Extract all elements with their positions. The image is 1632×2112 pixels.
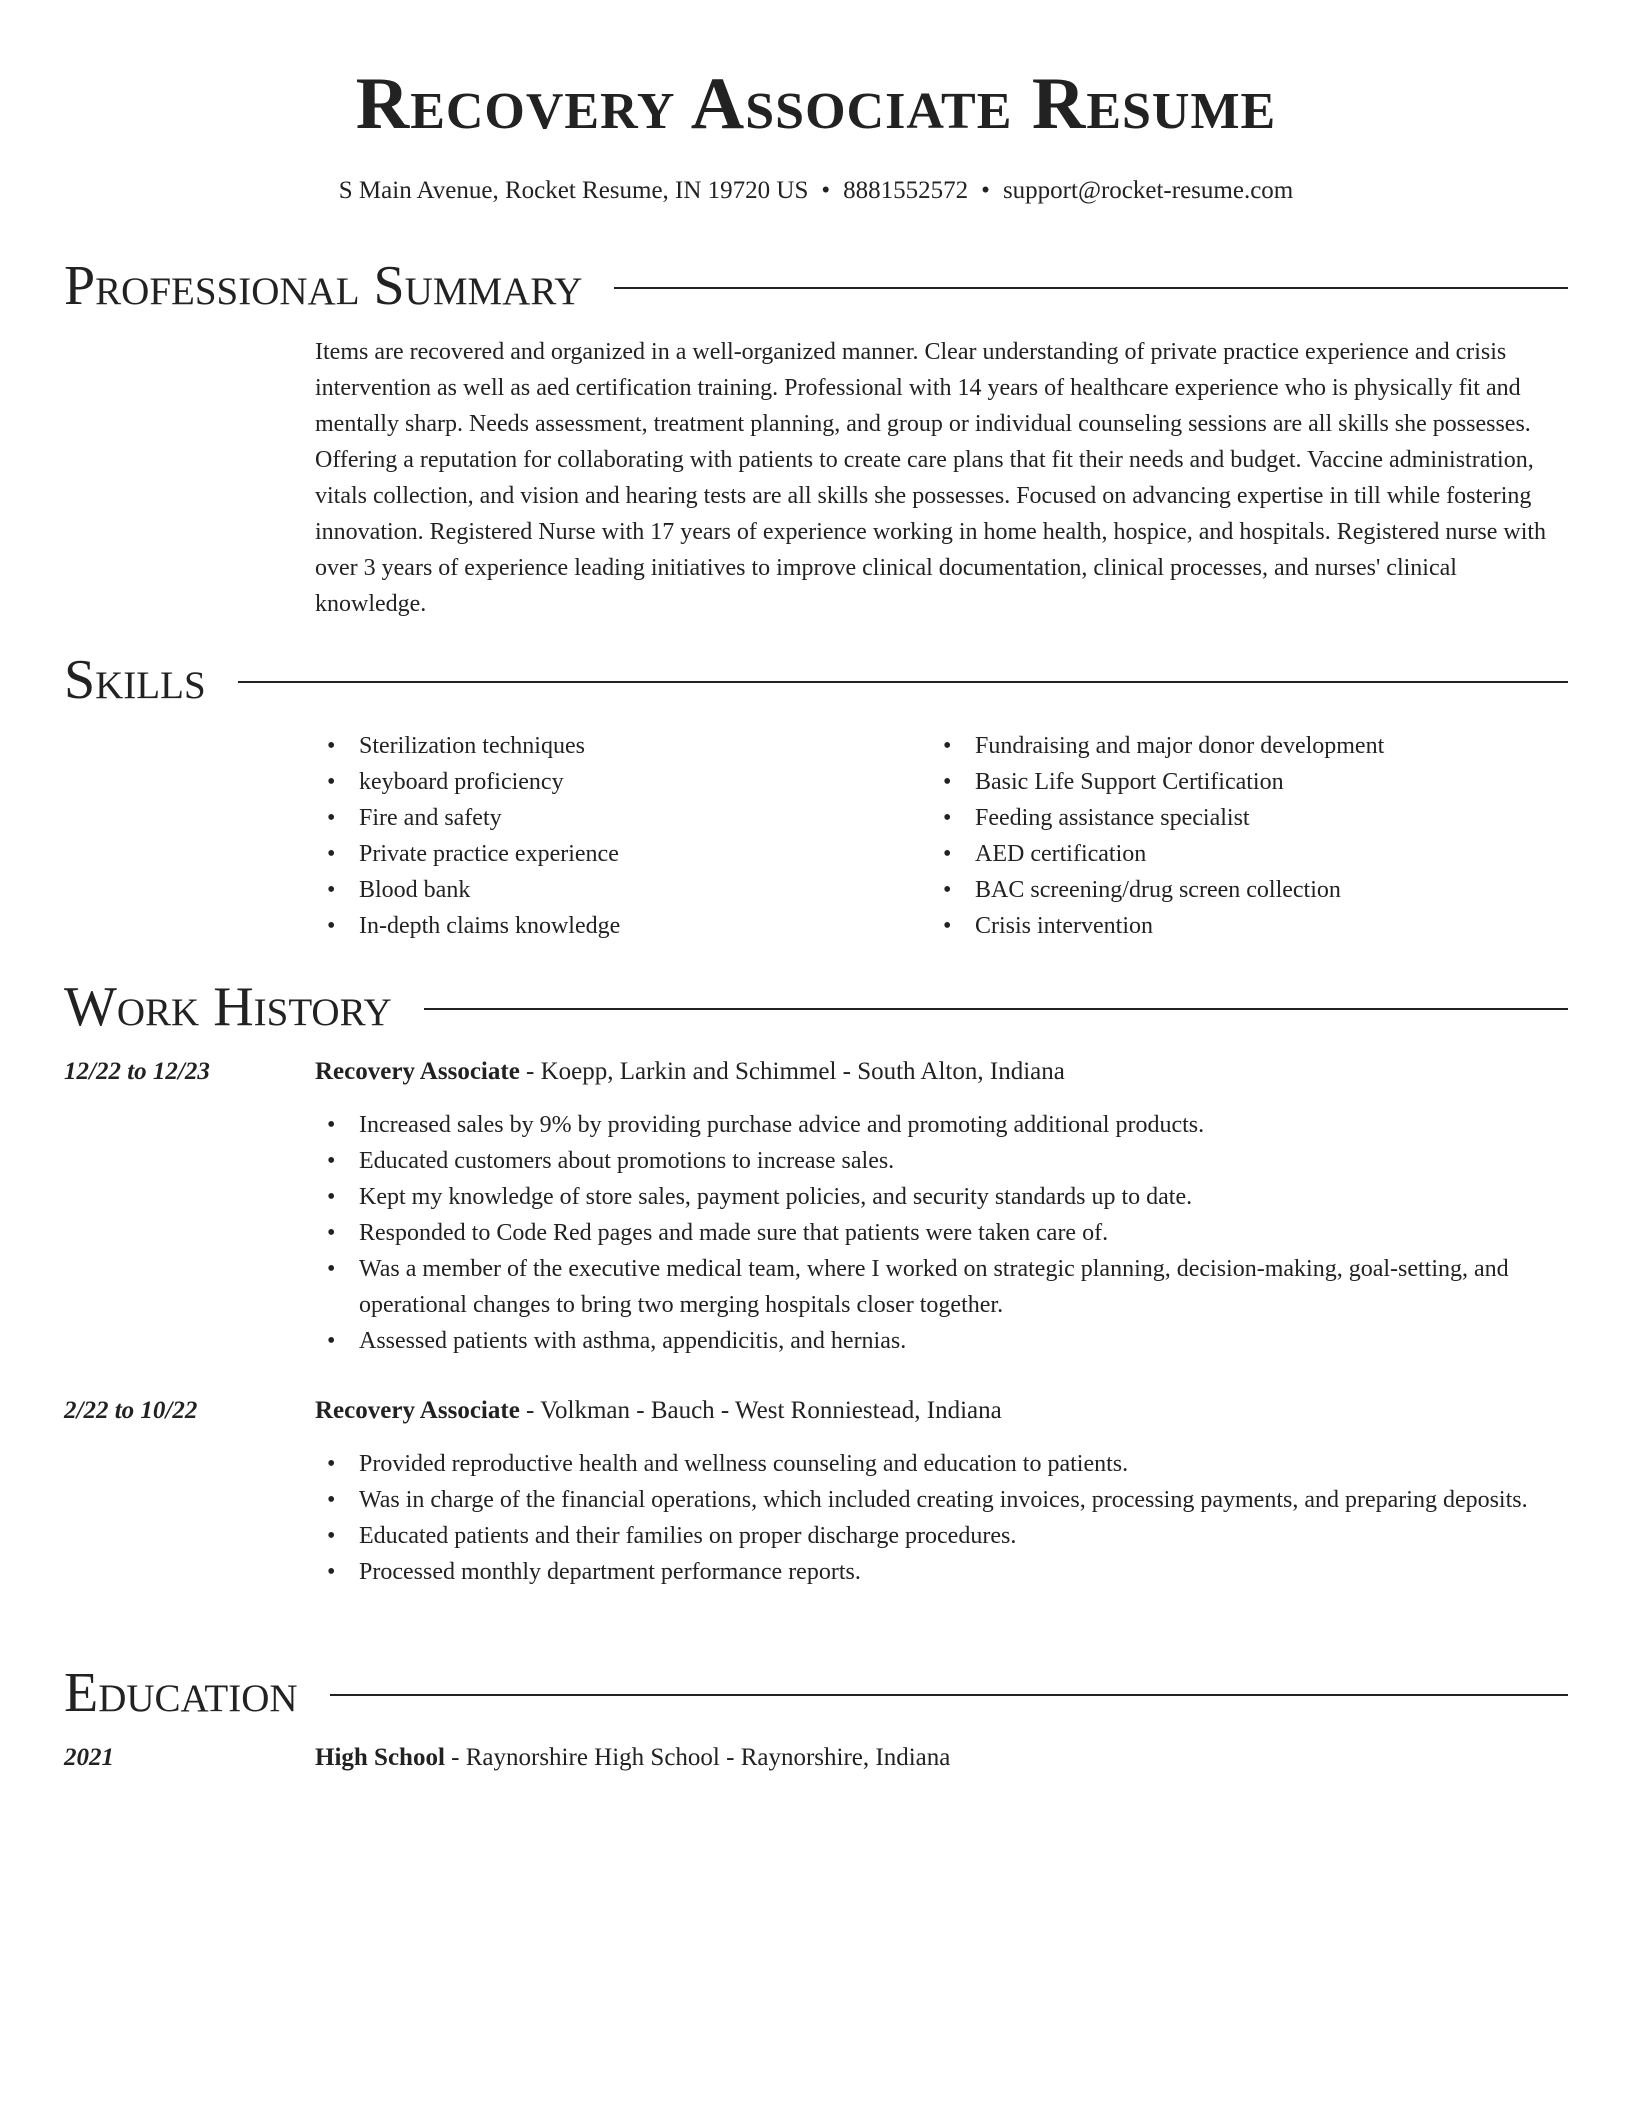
section-divider <box>238 681 1568 683</box>
job-header <box>315 1393 1570 1429</box>
skills-list-right <box>931 728 1531 944</box>
job-dates: 2/22 to 10/22 <box>64 1397 198 1424</box>
summary-text: Items are recovered and organized in a well-organized manner. Clear understanding of private practice experience and crisis intervention as well as aed certification training. Professional with 14 years of healthcare experience who is physically fit and mentally sharp. Needs assessment, treatment planning, and group or individual counseling sessions are all skills she possesses. Offering a reputation for collaborating with patients to create care plans that fit their needs and budget. Vaccine administration, vitals collection, and vision and hearing tests are all skills she possesses. Focused on advancing expertise in till while fostering innovation. Registered Nurse with 17 years of experience working in home health, hospice, and hospitals. Registered nurse with over 3 years of experience leading initiatives to improve clinical documentation, clinical processes, and nurses' clinical knowledge. <box>315 339 1547 617</box>
phone: 8881552572 <box>843 177 969 204</box>
job-employer: - Koepp, Larkin and Schimmel - South Alton, Indiana <box>519 1058 1065 1085</box>
job-bullet: • Kept my knowledge of store sales, payment policies, and security standards up to date. <box>315 1179 1570 1215</box>
skill-item: • Private practice experience <box>315 836 915 872</box>
separator: • <box>981 177 990 204</box>
job-header <box>315 1054 1570 1090</box>
section-divider <box>330 1694 1568 1696</box>
skill-item: • BAC screening/drug screen collection <box>931 872 1531 908</box>
skills-section-header <box>64 650 1568 710</box>
job-title: Recovery Associate <box>315 1058 520 1085</box>
job-title: Recovery Associate <box>315 1397 520 1424</box>
email: support@rocket-resume.com <box>1002 177 1294 204</box>
job-bullets <box>315 1107 1570 1359</box>
separator: • <box>821 177 831 204</box>
summary-section-header <box>64 256 1568 316</box>
job-bullet: • Assessed patients with asthma, appendicitis, and hernias. <box>315 1323 1570 1359</box>
job-dates: 12/22 to 12/23 <box>64 1058 210 1085</box>
skill-item: • Sterilization techniques <box>315 728 915 764</box>
skill-item: • In-depth claims knowledge <box>315 908 915 944</box>
education-heading: Education <box>64 1662 298 1724</box>
job-bullet: • Processed monthly department performance reports. <box>315 1554 1570 1590</box>
skill-item: • keyboard proficiency <box>315 764 915 800</box>
skill-item: • Blood bank <box>315 872 915 908</box>
skill-item: • Crisis intervention <box>931 908 1531 944</box>
resume-title: Recovery Associate Resume <box>355 63 1277 145</box>
skill-item: • Feeding assistance specialist <box>931 800 1531 836</box>
address: S Main Avenue, Rocket Resume, IN 19720 US <box>338 177 809 204</box>
education-degree: High School <box>315 1744 445 1771</box>
job-bullet: • Educated patients and their families on proper discharge procedures. <box>315 1518 1570 1554</box>
job-bullet: • Increased sales by 9% by providing purchase advice and promoting additional products. <box>315 1107 1570 1143</box>
skill-item: • Basic Life Support Certification <box>931 764 1531 800</box>
education-year: 2021 <box>64 1744 114 1771</box>
job-employer: - Volkman - Bauch - West Ronniestead, Indiana <box>519 1397 1002 1424</box>
section-divider <box>614 287 1568 289</box>
skill-item: • Fundraising and major donor development <box>931 728 1531 764</box>
summary-heading: Professional Summary <box>64 255 583 317</box>
job-bullet: • Educated customers about promotions to increase sales. <box>315 1143 1570 1179</box>
education-header <box>315 1740 1570 1776</box>
skill-item: • AED certification <box>931 836 1531 872</box>
education-section-header <box>64 1663 1568 1723</box>
work-heading: Work History <box>64 976 392 1038</box>
education-school: - Raynorshire High School - Raynorshire, Indiana <box>444 1744 951 1771</box>
job-bullet: • Was in charge of the financial operations, which included creating invoices, processing payments, and preparing deposits. <box>315 1482 1570 1518</box>
job-bullet: • Was a member of the executive medical team, where I worked on strategic planning, decision-making, goal-setting, and operational changes to bring two merging hospitals closer together. <box>315 1251 1570 1323</box>
work-section-header <box>64 977 1568 1037</box>
job-bullet: • Provided reproductive health and wellness counseling and education to patients. <box>315 1446 1570 1482</box>
skills-list-left <box>315 728 915 944</box>
contact-line <box>0 174 1632 208</box>
job-bullets <box>315 1446 1570 1590</box>
section-divider <box>424 1008 1568 1010</box>
skill-item: • Fire and safety <box>315 800 915 836</box>
skills-heading: Skills <box>64 649 206 711</box>
job-bullet: • Responded to Code Red pages and made sure that patients were taken care of. <box>315 1215 1570 1251</box>
